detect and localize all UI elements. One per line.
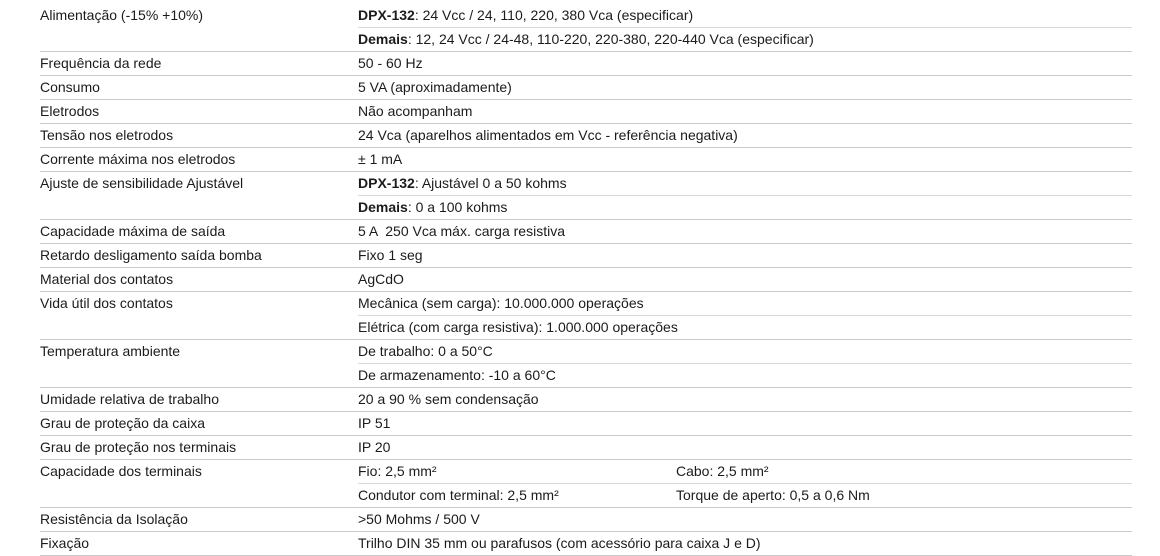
spec-row <box>40 460 1132 508</box>
spec-value-line <box>358 4 1132 27</box>
spec-value: >50 Mohms / 500 V <box>358 511 480 527</box>
spec-label: Material dos contatos <box>40 271 174 287</box>
spec-value-line <box>358 460 1132 483</box>
spec-value <box>358 172 1132 219</box>
spec-value <box>358 460 1132 507</box>
spec-text: : 24 Vcc / 24, 110, 220, 380 Vca (especificar) <box>414 7 694 23</box>
spec-table <box>40 4 1132 556</box>
spec-row <box>40 52 1132 76</box>
spec-row <box>40 76 1132 100</box>
spec-row <box>40 412 1132 436</box>
spec-value <box>358 340 1132 387</box>
spec-value-line: Mecânica (sem carga): 10.000.000 operações <box>358 295 644 311</box>
spec-label: Grau de proteção da caixa <box>40 415 205 431</box>
spec-value-line <box>358 195 1132 219</box>
spec-label: Umidade relativa de trabalho <box>40 391 219 407</box>
spec-row <box>40 100 1132 124</box>
spec-row <box>40 436 1132 460</box>
spec-value: Fixo 1 seg <box>358 247 423 263</box>
spec-value <box>358 292 1132 339</box>
spec-text: : Ajustável 0 a 50 kohms <box>414 175 567 191</box>
spec-text: : 0 a 100 kohms <box>407 199 508 215</box>
spec-row <box>40 388 1132 412</box>
spec-label: Fixação <box>40 535 90 551</box>
spec-row <box>40 268 1132 292</box>
spec-value: 24 Vca (aparelhos alimentados em Vcc - referência negativa) <box>358 127 738 143</box>
spec-value: AgCdO <box>358 271 404 287</box>
spec-value: Trilho DIN 35 mm ou parafusos (com acessório para caixa J e D) <box>358 535 761 551</box>
spec-label: Vida útil dos contatos <box>40 295 173 311</box>
spec-row <box>40 148 1132 172</box>
spec-value: IP 20 <box>358 439 391 455</box>
spec-text: Torque de aperto: 0,5 a 0,6 Nm <box>676 487 870 503</box>
spec-label: Alimentação (-15% +10%) <box>40 7 204 23</box>
spec-value-line: De trabalho: 0 a 50°C <box>358 343 493 359</box>
spec-value: 5 A 250 Vca máx. carga resistiva <box>358 223 565 239</box>
spec-value-line <box>358 27 1132 51</box>
spec-label: Frequência da rede <box>40 55 162 71</box>
model-name: Demais <box>358 199 408 215</box>
spec-label: Eletrodos <box>40 103 100 119</box>
spec-value: Não acompanham <box>358 103 473 119</box>
spec-text: : 12, 24 Vcc / 24-48, 110-220, 220-380, 220-440 Vca (especificar) <box>407 31 814 47</box>
spec-value-line: Elétrica (com carga resistiva): 1.000.000 operações <box>358 315 1132 339</box>
spec-row <box>40 532 1132 556</box>
spec-label: Tensão nos eletrodos <box>40 127 174 143</box>
spec-value-line <box>358 172 1132 195</box>
spec-label: Consumo <box>40 79 100 95</box>
model-name: Demais <box>358 31 408 47</box>
spec-row <box>40 124 1132 148</box>
spec-label: Corrente máxima nos eletrodos <box>40 151 236 167</box>
spec-label: Temperatura ambiente <box>40 343 181 359</box>
spec-row <box>40 292 1132 340</box>
spec-row <box>40 172 1132 220</box>
spec-value <box>358 4 1132 51</box>
spec-row <box>40 244 1132 268</box>
spec-text: Cabo: 2,5 mm² <box>676 463 769 479</box>
spec-label: Resistência da Isolação <box>40 511 188 527</box>
spec-value-line: De armazenamento: -10 a 60°C <box>358 363 1132 387</box>
spec-label: Ajuste de sensibilidade Ajustável <box>40 175 244 191</box>
spec-value: 5 VA (aproximadamente) <box>358 79 512 95</box>
spec-text: Condutor com terminal: 2,5 mm² <box>358 487 559 503</box>
spec-value: 50 - 60 Hz <box>358 55 423 71</box>
spec-value-line <box>358 483 1132 507</box>
model-name: DPX-132 <box>358 7 415 23</box>
spec-row <box>40 4 1132 52</box>
spec-text: Fio: 2,5 mm² <box>358 463 437 479</box>
spec-row <box>40 508 1132 532</box>
spec-value: 20 a 90 % sem condensação <box>358 391 539 407</box>
spec-label: Grau de proteção nos terminais <box>40 439 237 455</box>
spec-value: IP 51 <box>358 415 391 431</box>
spec-label: Capacidade máxima de saída <box>40 223 226 239</box>
spec-row <box>40 340 1132 388</box>
spec-label: Retardo desligamento saída bomba <box>40 247 262 263</box>
spec-label: Capacidade dos terminais <box>40 463 202 479</box>
model-name: DPX-132 <box>358 175 415 191</box>
spec-value: ± 1 mA <box>358 151 403 167</box>
spec-row <box>40 220 1132 244</box>
